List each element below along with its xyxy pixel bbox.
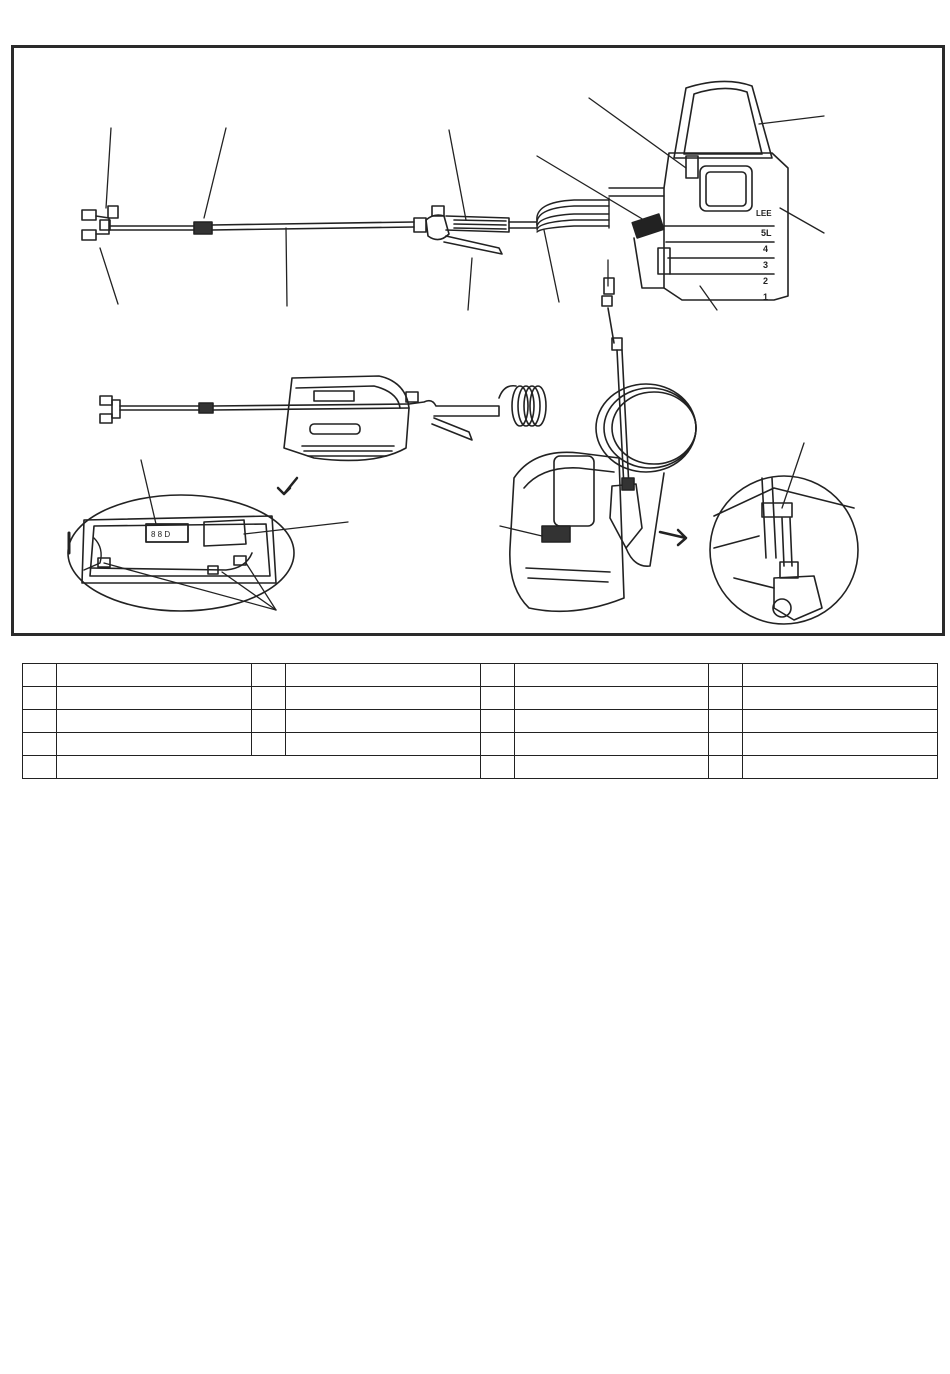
spray-lance-top [82,206,537,254]
table-row [23,664,938,687]
product-diagram-frame [11,45,945,636]
table-cell [709,710,743,733]
brand-label: LEE [756,209,772,218]
table-cell [251,733,285,756]
table-cell [285,710,480,733]
svg-text:3: 3 [763,260,769,270]
table-cell [285,687,480,710]
carry-handle [674,81,772,158]
gun-lock-nut [780,562,798,578]
table-cell [480,733,514,756]
table-cell [23,687,57,710]
table-cell [251,664,285,687]
table-cell [514,733,709,756]
holder-detail [710,443,858,624]
standing-sprayer [500,260,696,611]
arrow-right-icon [660,530,686,545]
svg-text:1: 1 [763,292,769,302]
gauge-detail [68,460,348,611]
table-cell [480,756,514,779]
parts-table [22,663,938,779]
table-cell [285,664,480,687]
tank-level-marks [761,228,772,302]
pressure-valve [686,156,698,178]
table-cell [251,687,285,710]
assembled-sprayer-side [100,376,546,460]
table-cell [743,687,938,710]
table-row [23,710,938,733]
table-cell [514,710,709,733]
table-cell [23,710,57,733]
table-cell [23,664,57,687]
nozzle-lower [82,230,96,240]
lance-joint [194,222,212,234]
table-cell-merged [57,756,481,779]
table-cell [709,733,743,756]
table-cell [709,687,743,710]
table-cell [480,664,514,687]
lance-holder-clip [762,503,792,517]
table-cell [57,710,252,733]
table-cell [23,756,57,779]
table-cell [480,687,514,710]
standing-gun [610,484,642,548]
table-cell [743,733,938,756]
table-cell [514,664,709,687]
gauge-standing [542,526,570,542]
svg-text:4: 4 [763,244,769,254]
table-row [23,687,938,710]
table-cell [743,756,938,779]
table-cell [514,687,709,710]
standing-hose-coil [596,384,696,472]
table-cell [743,710,938,733]
table-cell [57,687,252,710]
table-cell [57,733,252,756]
table-cell [251,710,285,733]
leader-lines-top [100,98,824,310]
table-cell [57,664,252,687]
arrow-down-icon [278,478,297,494]
tank-body-side [284,376,409,460]
table-row [23,733,938,756]
table-cell [709,756,743,779]
table-cell [743,664,938,687]
table-cell [285,733,480,756]
table-cell [514,756,709,779]
svg-text:2: 2 [763,276,769,286]
svg-text:5L: 5L [761,228,772,238]
table-cell [480,710,514,733]
trigger [444,236,502,254]
table-row [23,756,938,779]
product-diagram [14,48,942,633]
gauge-readout: 8 8 D [151,530,171,539]
table-cell [709,664,743,687]
nozzle-upper [82,210,96,220]
table-cell [23,733,57,756]
hose-connector [632,214,664,238]
